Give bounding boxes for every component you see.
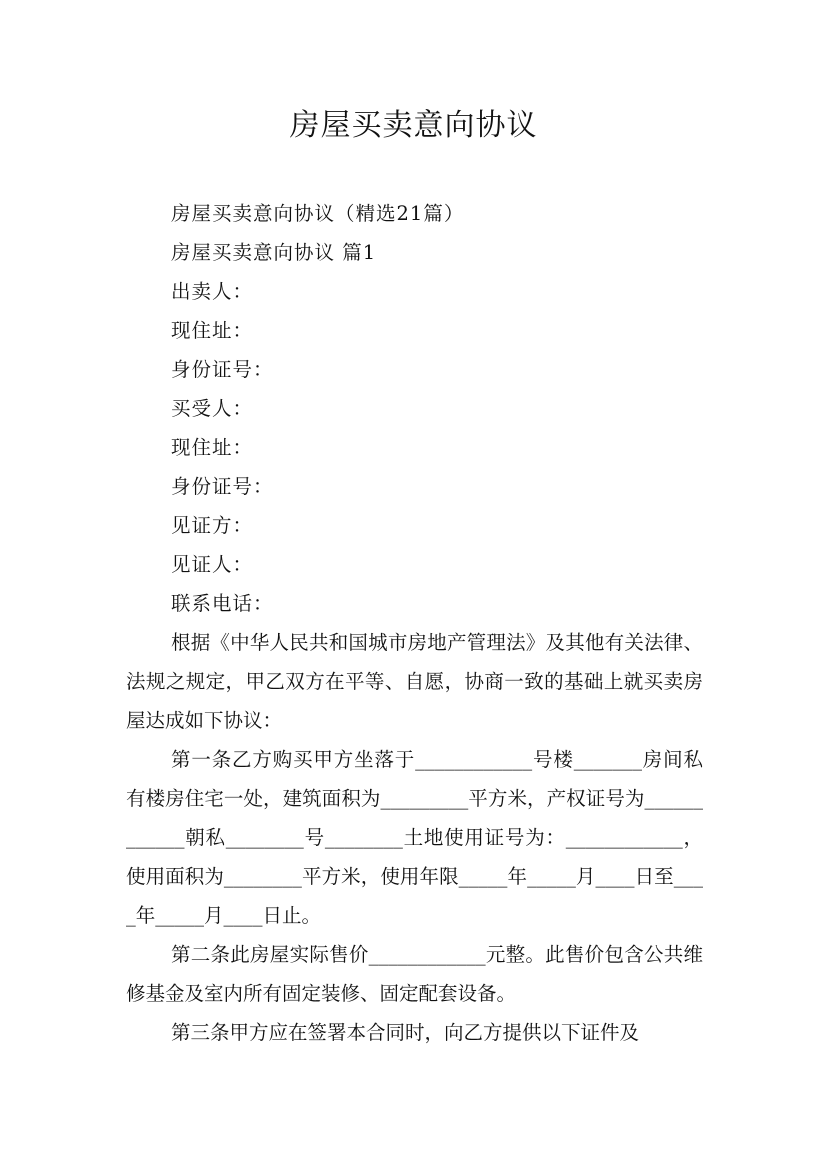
line-witness-party: 见证方： — [171, 514, 254, 537]
line-buyer-address: 现住址： — [171, 436, 254, 459]
line-buyer-id: 身份证号： — [171, 475, 274, 498]
line-witness-person: 见证人： — [171, 553, 254, 576]
line-subtitle: 房屋买卖意向协议（精选21篇） — [171, 202, 465, 225]
paragraph-article-2: 第二条此房屋实际售价____________元整。此售价包含公共维修基金及室内所有固定装修、固定配套设备。 — [126, 943, 703, 1005]
line-seller-id: 身份证号： — [171, 358, 274, 381]
line-seller: 出卖人： — [171, 280, 254, 303]
line-section-heading: 房屋买卖意向协议 篇1 — [171, 241, 377, 264]
line-phone: 联系电话： — [171, 592, 274, 615]
document-title: 房屋买卖意向协议 — [289, 108, 538, 143]
document-body — [126, 194, 703, 1052]
line-buyer: 买受人： — [171, 397, 254, 420]
paragraph-legal-basis: 根据《中华人民共和国城市房地产管理法》及其他有关法律、法规之规定，甲乙双方在平等、自愿，协商一致的基础上就买卖房屋达成如下协议： — [126, 631, 703, 732]
paragraph-article-1: 第一条乙方购买甲方坐落于____________号楼_______房间私有楼房住宅一处，建筑面积为_________平方米，产权证号为____________朝私________号________土地使用证号为：____________，使用面积为________平方米，使用年限_____年_____月____日至____年_____月____日止。 — [126, 748, 703, 927]
line-seller-address: 现住址： — [171, 319, 254, 342]
paragraph-article-3: 第三条甲方应在签署本合同时，向乙方提供以下证件及 — [171, 1021, 640, 1044]
